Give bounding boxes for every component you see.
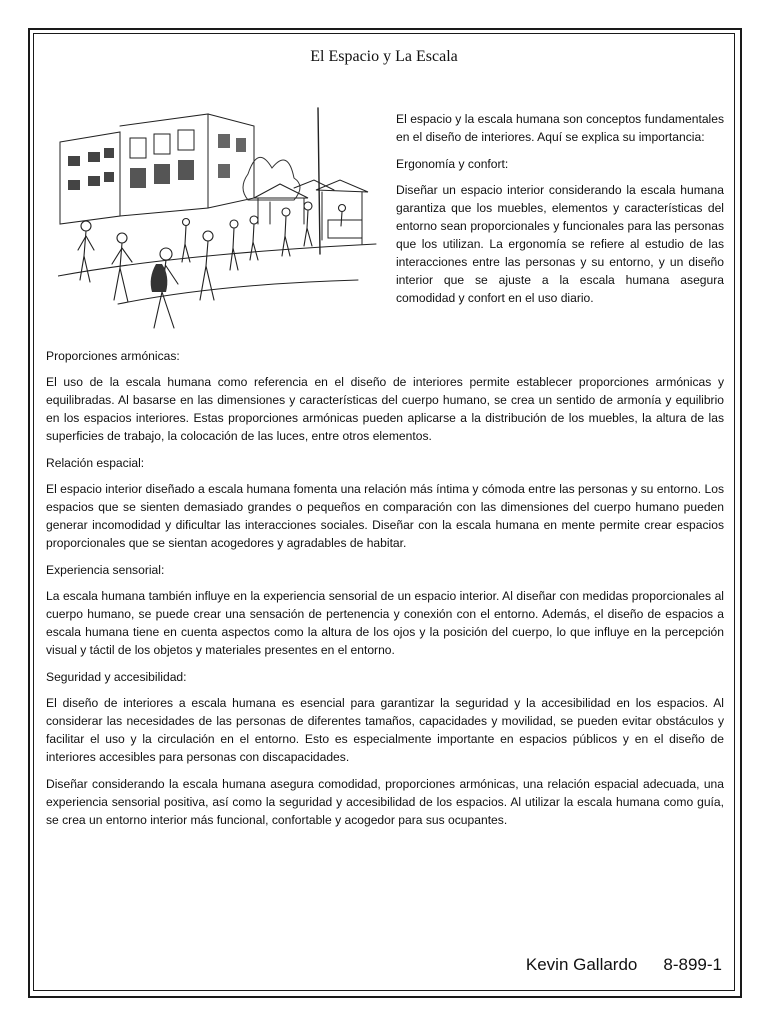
section-body-relacion: El espacio interior diseñado a escala humana fomenta una relación más íntima y cómoda entre las personas y su entorno. Los espacios que se sienten demasiado grandes o pequeños en comparación con las dimensiones del cuerpo humano pueden generar incomodidad y dificultar las interacciones sociales. Diseñar con la escala humana en mente permite crear espacios proporcionales que se sientan acogedores y agradables de habitar.	[46, 482, 724, 550]
author-name: Kevin Gallardo	[525, 955, 638, 974]
intro-paragraph: El espacio y la escala humana son conceptos fundamentales en el diseño de interiores. Aquí se explica su importancia:	[396, 112, 724, 144]
main-body	[46, 347, 724, 838]
section-body-experiencia: La escala humana también influye en la experiencia sensorial de un espacio interior. Al diseñar con medidas proporcionales al cuerpo humano, se puede crear una sensación de pertenencia y conexión con el entorno. Además, el diseño de espacios a escala humana tiene en cuenta aspectos como la altura de los ojos y la posición del cuerpo, lo que influye en la percepción visual y táctil de los objetos y materiales presentes en el entorno.	[46, 589, 724, 657]
section-heading-experiencia: Experiencia sensorial:	[46, 563, 165, 577]
conclusion-paragraph: Diseñar considerando la escala humana asegura comodidad, proporciones armónicas, una relación espacial adecuada, una experiencia sensorial positiva, así como la seguridad y accesibilidad de los espacios. Al utilizar la escala humana como guía, se crea un entorno interior más funcional, confortable y acogedor para sus ocupantes.	[46, 777, 724, 827]
section-body-seguridad: El diseño de interiores a escala humana es esencial para garantizar la seguridad y la accesibilidad en los espacios. Al considerar las necesidades de las personas de diferentes tamaños, capacidades y movilidad, se pueden evitar obstáculos y facilitar el uso y la circulación en el entorno. Esto es especialmente importante en espacios públicos y en el diseño de interiores accesibles para personas con discapacidades.	[46, 696, 724, 764]
author-id-number: 8-899-1	[663, 955, 722, 974]
section-heading-seguridad: Seguridad y accesibilidad:	[46, 670, 187, 684]
section-heading-proporciones: Proporciones armónicas:	[46, 349, 180, 363]
section-body-ergonomia: Diseñar un espacio interior considerando la escala humana garantiza que los muebles, elementos y características del entorno sean proporcionales y funcionales para las personas que los utilizan. La ergonomía se refiere al estudio de las interacciones entre las personas y su entorno, y un diseño interior que se ajuste a la escala humana asegura comodidad y confort en el uso diario.	[396, 183, 724, 305]
section-heading-ergonomia: Ergonomía y confort:	[396, 157, 509, 171]
section-heading-relacion: Relación espacial:	[46, 456, 145, 470]
author-signature	[526, 955, 722, 975]
intro-column	[396, 110, 724, 316]
section-body-proporciones: El uso de la escala humana como referencia en el diseño de interiores permite establecer proporciones armónicas y equilibradas. Al basarse en las dimensiones y características del cuerpo humano, se crea un sentido de armonía y equilibrio en los espacios interiores. Estas proporciones armónicas pueden aplicarse a la distribución de los muebles, la altura de las superficies de trabajo, la colocación de las luces, entre otros elementos.	[46, 375, 724, 443]
document-title: El Espacio y La Escala	[310, 48, 458, 65]
street-scene-sketch	[58, 104, 378, 330]
